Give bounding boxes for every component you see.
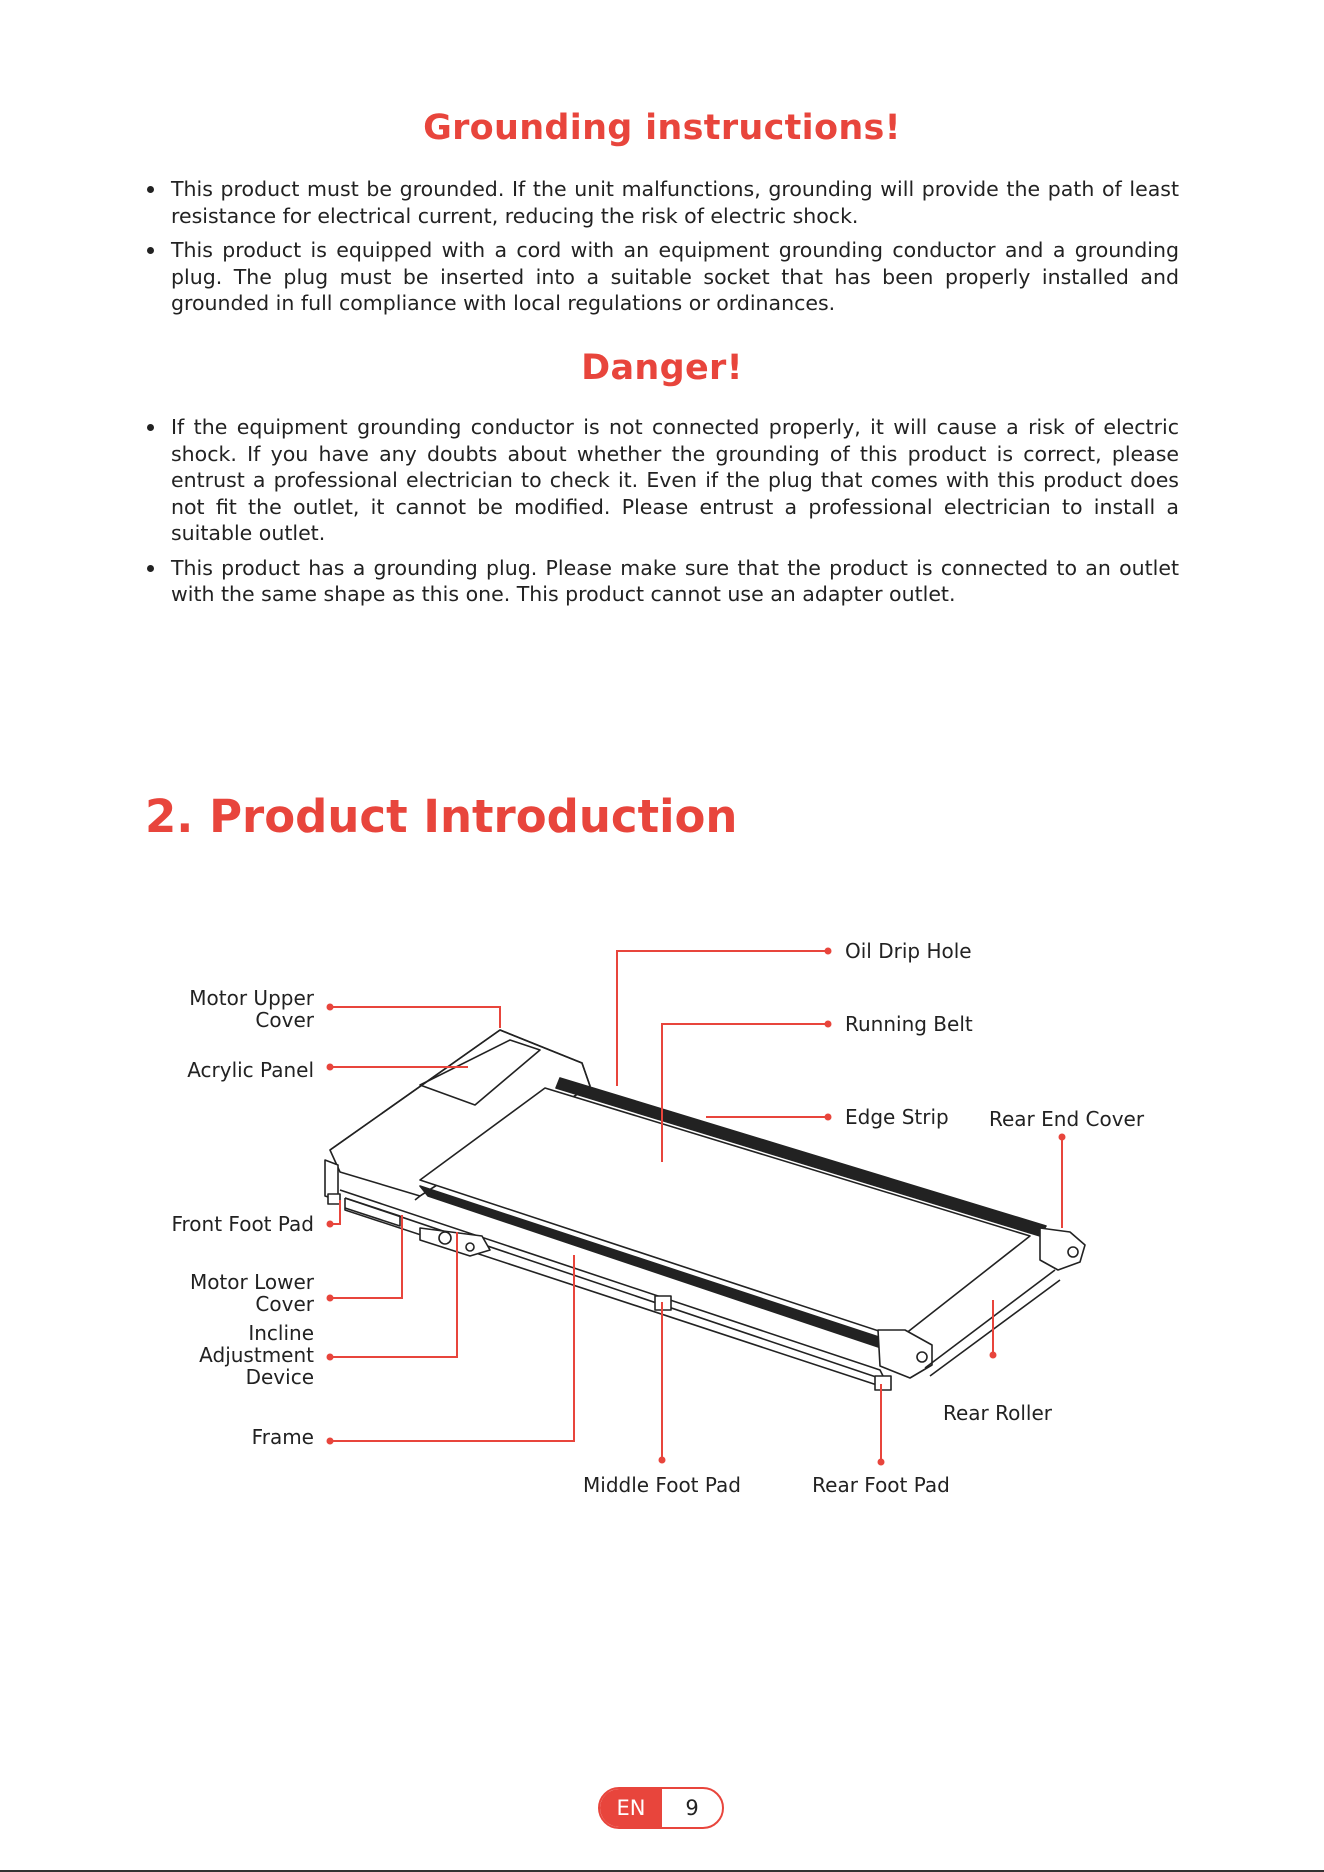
label-middle-foot-pad: Middle Foot Pad xyxy=(583,1473,741,1497)
language-badge: EN xyxy=(600,1789,662,1827)
incline-device-shape xyxy=(420,1228,490,1256)
grounding-title: Grounding instructions! xyxy=(423,108,901,148)
rear-end-cover-shape xyxy=(1040,1228,1085,1270)
label-motor-upper-cover-2: Cover xyxy=(255,1008,314,1032)
treadmill-illustration xyxy=(325,1030,1085,1390)
label-edge-strip: Edge Strip xyxy=(845,1105,949,1129)
label-acrylic-panel: Acrylic Panel xyxy=(187,1058,314,1082)
label-rear-roller: Rear Roller xyxy=(943,1401,1053,1425)
front-foot-pad-shape xyxy=(328,1194,340,1204)
list-item: This product has a grounding plug. Please make sure that the product is connected to an outlet with the same shape as this one. This product cannot use an adapter outlet. xyxy=(145,555,1179,608)
label-incline-adjustment: Incline xyxy=(248,1321,314,1345)
label-motor-upper-cover: Motor Upper xyxy=(189,986,314,1010)
list-item: This product must be grounded. If the unit malfunctions, grounding will provide the path of least resistance for electrical current, reducing the risk of electric shock. xyxy=(145,176,1179,229)
label-motor-lower-cover-2: Cover xyxy=(255,1292,314,1316)
label-motor-lower-cover: Motor Lower xyxy=(189,1270,314,1294)
list-item: If the equipment grounding conductor is not connected properly, it will cause a risk of electric shock. If you have any doubts about whether the grounding of this product is correct, please entrust a professional electrician to check it. Even if the plug that comes with this product does not fit the outlet, it cannot be modified. Please entrust a professional electrician to install a suitable outlet. xyxy=(145,414,1179,547)
section-title: 2. Product Introduction xyxy=(145,790,738,843)
label-incline-adjustment-3: Device xyxy=(245,1365,314,1389)
label-incline-adjustment-2: Adjustment xyxy=(199,1343,314,1367)
page-footer-badge xyxy=(598,1787,724,1829)
label-oil-drip-hole: Oil Drip Hole xyxy=(845,939,972,963)
label-front-foot-pad: Front Foot Pad xyxy=(171,1212,314,1236)
danger-title: Danger! xyxy=(581,348,743,388)
page-number: 9 xyxy=(685,1796,699,1820)
label-running-belt: Running Belt xyxy=(845,1012,973,1036)
rear-foot-pad-shape xyxy=(875,1376,891,1390)
label-rear-foot-pad: Rear Foot Pad xyxy=(812,1473,950,1497)
label-rear-end-cover: Rear End Cover xyxy=(989,1107,1145,1131)
list-item: This product is equipped with a cord with an equipment grounding conductor and a grounding plug. The plug must be inserted into a suitable socket that has been properly installed and grounded in full compliance with local regulations or ordinances. xyxy=(145,237,1179,317)
label-frame: Frame xyxy=(251,1425,314,1449)
